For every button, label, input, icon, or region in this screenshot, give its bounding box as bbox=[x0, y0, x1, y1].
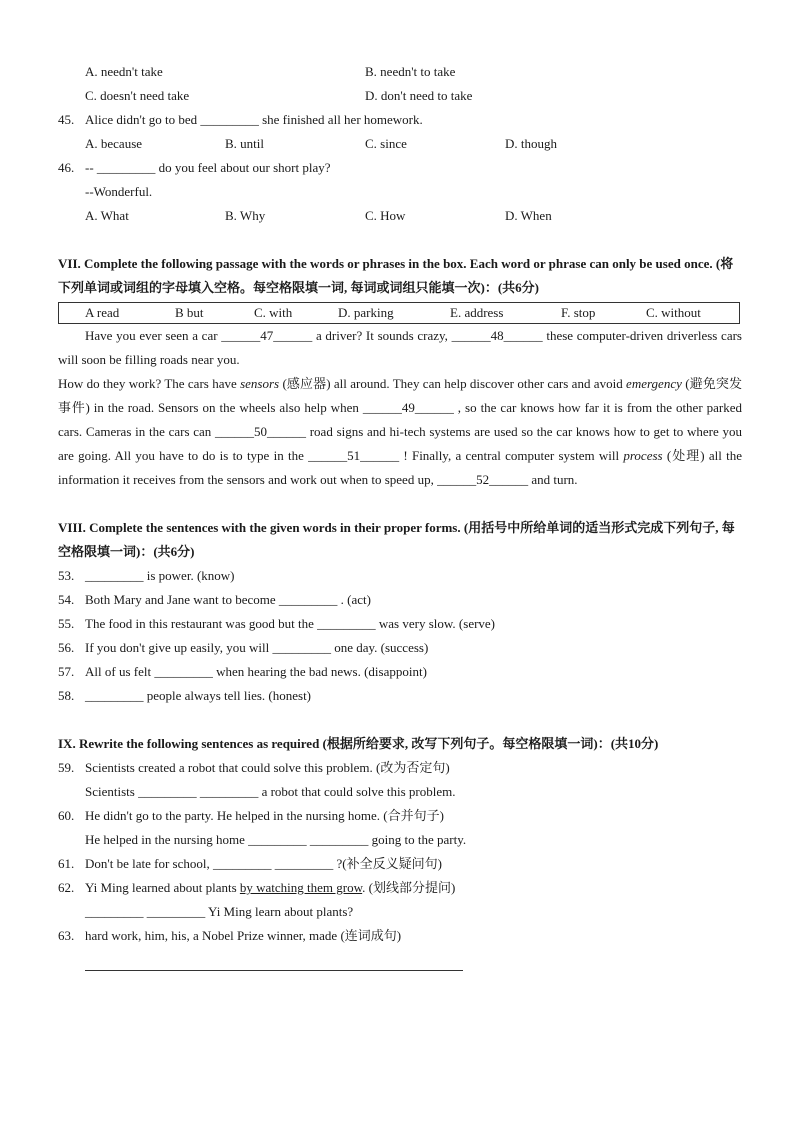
q46-text: -- _________ do you feel about our short play? bbox=[85, 160, 331, 175]
q57-text: All of us felt _________ when hearing the bad news. (disappoint) bbox=[85, 664, 427, 679]
q58-text: _________ people always tell lies. (honest) bbox=[85, 688, 312, 703]
q63-answer-line bbox=[85, 948, 463, 971]
q44-option-d: D. don't need to take bbox=[365, 88, 473, 103]
q63-text: hard work, him, his, a Nobel Prize winner, made (连词成句) bbox=[85, 928, 402, 943]
passage-term-sensors: sensors bbox=[240, 376, 280, 391]
q45-number: 45. bbox=[58, 112, 75, 127]
word-box-item-f: F. stop bbox=[561, 305, 596, 320]
q45-question bbox=[58, 108, 742, 132]
q45-option-a: A. because bbox=[85, 136, 143, 151]
q58 bbox=[58, 684, 742, 708]
q45-text: Alice didn't go to bed _________ she finished all her homework. bbox=[85, 112, 423, 127]
q60-answer-line: He helped in the nursing home _________ _________ going to the party. bbox=[85, 832, 467, 847]
q63 bbox=[58, 924, 742, 948]
word-box-item-g: C. without bbox=[646, 305, 701, 320]
q46-option-c: C. How bbox=[365, 208, 406, 223]
q60-number: 60. bbox=[58, 808, 75, 823]
q46-option-d: D. When bbox=[505, 208, 552, 223]
section-8-title: VIII. Complete the sentences with the given words in their proper forms. (用括号中所给单词的适当形式完成下列句子, 每空格限填一词)：(共6分) bbox=[58, 520, 735, 559]
q55-number: 55. bbox=[58, 616, 75, 631]
q56-number: 56. bbox=[58, 640, 75, 655]
passage-paragraph-2 bbox=[58, 372, 742, 492]
q46-number: 46. bbox=[58, 160, 75, 175]
q46-reply: --Wonderful. bbox=[85, 184, 153, 199]
word-box-item-a: A read bbox=[85, 305, 120, 320]
q53-text: _________ is power. (know) bbox=[85, 568, 235, 583]
q53 bbox=[58, 564, 742, 588]
q45-option-b: B. until bbox=[225, 136, 265, 151]
word-box-item-c: C. with bbox=[254, 305, 293, 320]
word-box-item-d: D. parking bbox=[338, 305, 394, 320]
section-9-title: IX. Rewrite the following sentences as required (根据所给要求, 改写下列句子。每空格限填一词)：(共10分) bbox=[58, 736, 659, 751]
q59-text: Scientists created a robot that could solve this problem. (改为否定句) bbox=[85, 760, 450, 775]
q44-option-b: B. needn't to take bbox=[365, 64, 456, 79]
passage bbox=[58, 324, 742, 492]
passage-term-process: process bbox=[623, 448, 663, 463]
q62-answer-line: _________ _________ Yi Ming learn about plants? bbox=[85, 904, 354, 919]
q54 bbox=[58, 588, 742, 612]
q55-text: The food in this restaurant was good but the _________ was very slow. (serve) bbox=[85, 616, 496, 631]
word-box-item-b: B but bbox=[175, 305, 204, 320]
q62-text-start: Yi Ming learned about plants bbox=[85, 880, 240, 895]
passage-text: (避免突发事件) in the road. Sensors on the wheels also help when ______49______ , so the car knows how far it is from the other parked cars. Cameras in the cars can ______50______ road signs and hi-tech systems are used so the car knows how to get to where you are going. All you have to do is to type in the ______51______ ! Finally, a central computer system will bbox=[58, 376, 742, 463]
q46-option-a: A. What bbox=[85, 208, 129, 223]
q62-number: 62. bbox=[58, 880, 75, 895]
q62-underlined-part: by watching them grow bbox=[239, 880, 363, 895]
passage-text: (感应器) all around. They can help discover other cars and avoid bbox=[279, 376, 627, 391]
q57 bbox=[58, 660, 742, 684]
q45-options bbox=[58, 132, 742, 156]
q62-text bbox=[85, 876, 455, 900]
q62-text-end: . (划线部分提问) bbox=[362, 880, 456, 895]
section-7-title: VII. Complete the following passage with the words or phrases in the box. Each word or phrase can only be used once. (将下列单词或词组的字母填入空格。每空格限填一词, 每词或词组只能填一次)：(共6分) bbox=[58, 256, 734, 295]
q54-text: Both Mary and Jane want to become _________ . (act) bbox=[85, 592, 371, 607]
passage-text: (处理) all the information it receives from the sensors and work out when to speed up, ______52______ and turn. bbox=[58, 448, 742, 487]
q59-answer-line: Scientists _________ _________ a robot that could solve this problem. bbox=[85, 784, 456, 799]
q46-question bbox=[58, 156, 742, 180]
q61-number: 61. bbox=[58, 856, 75, 871]
q56-text: If you don't give up easily, you will _________ one day. (success) bbox=[85, 640, 429, 655]
q60 bbox=[58, 804, 742, 828]
q54-number: 54. bbox=[58, 592, 75, 607]
q53-number: 53. bbox=[58, 568, 75, 583]
q44-options-row1 bbox=[58, 60, 742, 84]
passage-term-emergency: emergency bbox=[626, 376, 682, 391]
word-box-item-e: E. address bbox=[450, 305, 504, 320]
q59 bbox=[58, 756, 742, 780]
passage-paragraph-1: Have you ever seen a car ______47______ a driver? It sounds crazy, ______48______ these computer-driven driverless cars will soon be filling roads near you. bbox=[58, 328, 742, 367]
q44-option-a: A. needn't take bbox=[85, 64, 163, 79]
q59-number: 59. bbox=[58, 760, 75, 775]
word-box bbox=[58, 302, 740, 324]
q62 bbox=[58, 876, 742, 900]
q61-text: Don't be late for school, _________ _________ ?(补全反义疑问句) bbox=[85, 856, 442, 871]
q57-number: 57. bbox=[58, 664, 75, 679]
q46-options bbox=[58, 204, 742, 228]
q45-option-d: D. though bbox=[505, 136, 557, 151]
worksheet-page bbox=[58, 60, 742, 971]
q63-number: 63. bbox=[58, 928, 75, 943]
q44-option-c: C. doesn't need take bbox=[85, 88, 190, 103]
q46-option-b: B. Why bbox=[225, 208, 266, 223]
q61 bbox=[58, 852, 742, 876]
q60-text: He didn't go to the party. He helped in the nursing home. (合并句子) bbox=[85, 808, 444, 823]
q58-number: 58. bbox=[58, 688, 75, 703]
q44-options-row2 bbox=[58, 84, 742, 108]
q55 bbox=[58, 612, 742, 636]
passage-text: How do they work? The cars have bbox=[58, 376, 241, 391]
q56 bbox=[58, 636, 742, 660]
q45-option-c: C. since bbox=[365, 136, 407, 151]
